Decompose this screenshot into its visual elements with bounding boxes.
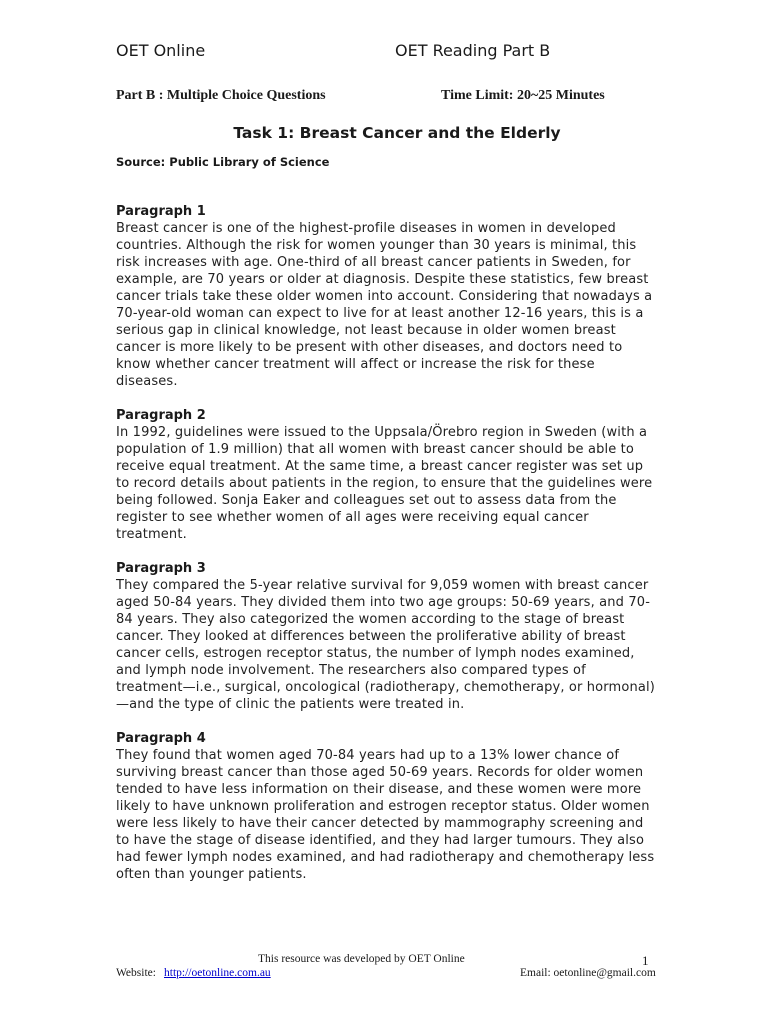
paragraph-text: They found that women aged 70-84 years had up to a 13% lower chance of surviving breast cancer than those aged 50-69 years. Records for older women tended to have less information on their disease, and these women were more likely to have unknown proliferation and estrogen receptor status. Older women were less likely to have their cancer detected by mammography screening and to have the stage of disease identified, and they had larger tumours. They also had fewer lymph nodes examined, and had radiotherapy and chemotherapy less often than younger patients. — [116, 748, 655, 882]
paragraph-1 — [116, 203, 656, 390]
paragraph-heading: Paragraph 1 — [116, 204, 206, 219]
page-header — [116, 41, 656, 63]
website-label: Website: — [116, 967, 156, 979]
paragraph-text: Breast cancer is one of the highest-profile diseases in women in developed countries. Although the risk for women younger than 30 years is minimal, this risk increases with age. One-third of all breast cancer patients in Sweden, for example, are 70 years or older at diagnosis. Despite these statistics, few breast cancer trials take these older women into account. Considering that nowadays a 70-year-old woman can expect to live for at least another 12-16 years, this is a serious gap in clinical knowledge, not least because in older women breast cancer is more likely to be present with other diseases, and doctors need to know whether cancer treatment will affect or increase the risk for these diseases. — [116, 221, 653, 389]
paragraph-text: In 1992, guidelines were issued to the Uppsala/Örebro region in Sweden (with a population of 1.9 million) that all women with breast cancer should be able to receive equal treatment. At the same time, a breast cancer register was set up to record details about patients in the region, to ensure that the guidelines were being followed. Sonja Eaker and colleagues set out to assess data from the register to see whether women of all ages were receiving equal cancer treatment. — [116, 425, 653, 542]
website-link[interactable]: http://oetonline.com.au — [164, 967, 271, 979]
header-left-title: OET Online — [116, 41, 206, 60]
header-right-title: OET Reading Part B — [395, 41, 551, 60]
paragraph-heading: Paragraph 4 — [116, 731, 206, 746]
source-line: Source: Public Library of Science — [116, 155, 330, 169]
paragraph-heading: Paragraph 2 — [116, 408, 206, 423]
time-limit: Time Limit: 20~25 Minutes — [441, 88, 605, 103]
paragraph-3 — [116, 560, 656, 713]
footer-email: Email: oetonline@gmail.com — [520, 967, 656, 979]
paragraph-heading: Paragraph 3 — [116, 561, 206, 576]
section-label: Part B : Multiple Choice Questions — [116, 88, 326, 103]
paragraph-2 — [116, 407, 656, 543]
paragraph-4 — [116, 730, 656, 883]
document-body — [116, 203, 656, 900]
footer-credit: This resource was developed by OET Online — [258, 953, 465, 965]
task-title: Task 1: Breast Cancer and the Elderly — [233, 124, 561, 142]
paragraph-text: They compared the 5-year relative survival for 9,059 women with breast cancer aged 50-84 years. They divided them into two age groups: 50-69 years, and 70-84 years. They also categorized the women according to the stage of breast cancer. They looked at differences between the proliferative ability of breast cancer cells, estrogen receptor status, the number of lymph nodes examined, and lymph node involvement. The researchers also compared types of treatment—i.e., surgical, oncological (radiotherapy, chemotherapy, or hormonal)—and the type of clinic the patients were treated in. — [116, 578, 655, 712]
page-footer — [116, 953, 676, 983]
page-number: 1 — [642, 953, 649, 968]
